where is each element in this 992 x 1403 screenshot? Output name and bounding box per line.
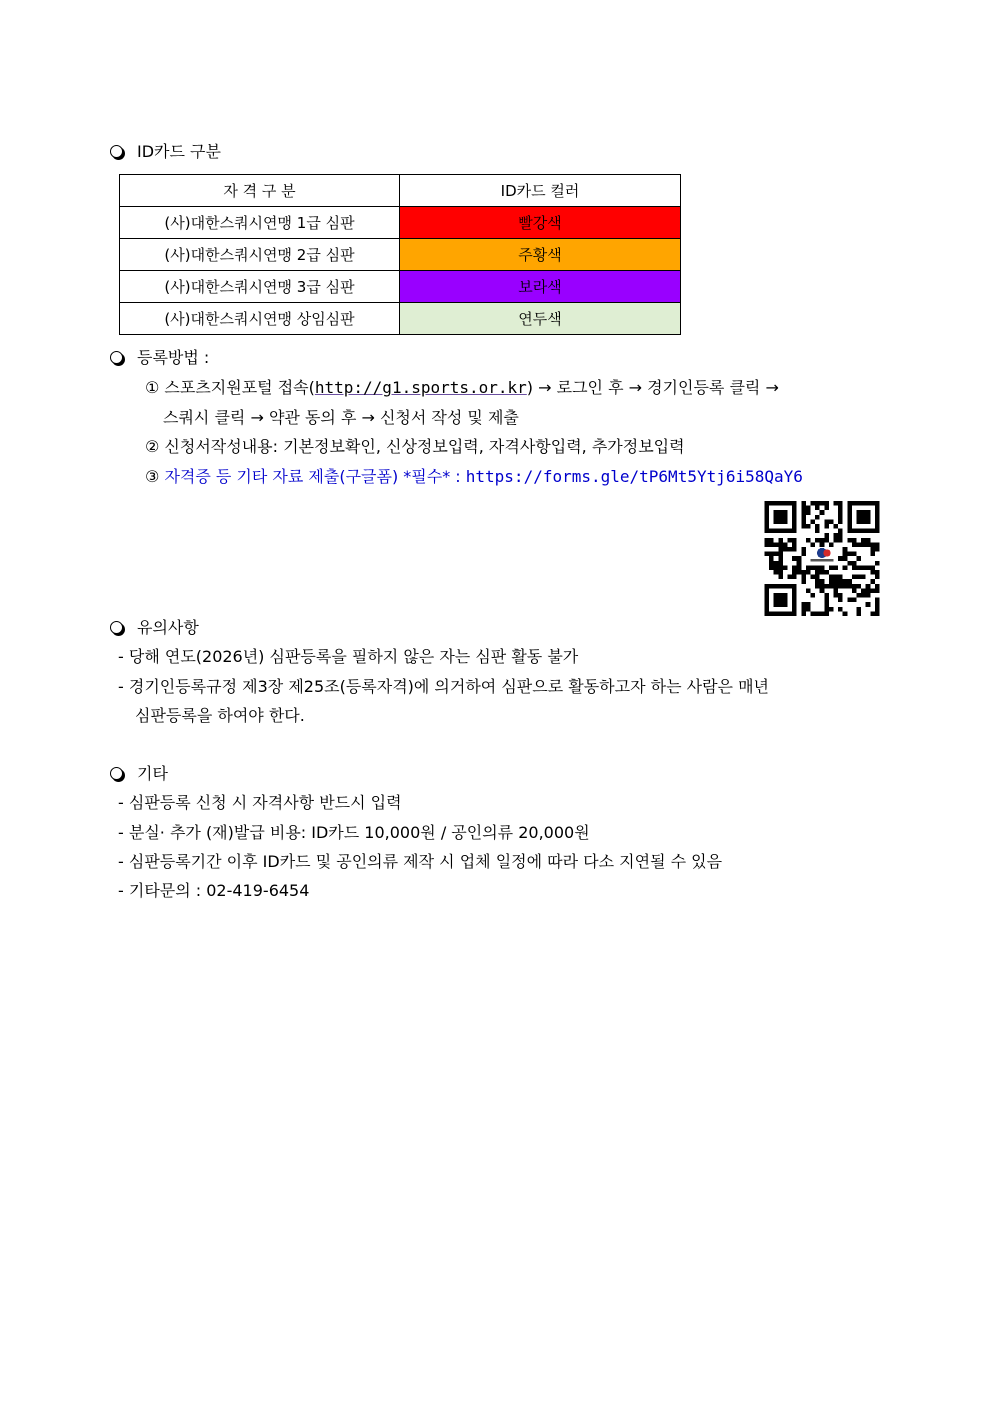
etc-item-1: - 심판등록 신청 시 자격사항 반드시 입력 [118,793,402,812]
qualification-cell: (사)대한스쿼시연맹 2급 심판 [120,239,400,271]
step-1-suffix: ) → 로그인 후 → 경기인등록 클릭 → [526,378,779,397]
step-3 [145,466,803,488]
circle-bullet-icon [110,351,123,364]
step-1-prefix: ① 스포츠지원포털 접속( [145,378,315,397]
section-register-title: 등록방법 : [137,348,210,367]
section-caution-title: 유의사항 [137,618,199,637]
circle-bullet-icon [110,621,123,634]
section-caution-heading [110,618,199,638]
etc-item-2: - 분실· 추가 (재)발급 비용: ID카드 10,000원 / 공인의류 20,000원 [118,823,590,842]
etc-item-4: - 기타문의 : 02-419-6454 [118,881,310,900]
step-3-text: 자격증 등 기타 자료 제출(구글폼) *필수* : [164,467,461,486]
qr-code-icon[interactable] [764,501,880,616]
idcard-color-table [119,174,681,335]
section-register-heading [110,348,209,368]
table-row [120,303,681,335]
section-idcard-title: ID카드 구분 [137,142,221,161]
qualification-cell: (사)대한스쿼시연맹 1급 심판 [120,207,400,239]
section-etc-title: 기타 [137,764,168,783]
section-idcard-heading [110,142,221,162]
google-form-link[interactable]: https://forms.gle/tP6Mt5Ytj6i58QaY6 [465,467,803,486]
color-cell: 보라색 [400,271,681,303]
section-etc-heading [110,764,168,784]
sports-portal-link[interactable]: http://g1.sports.or.kr [314,378,527,397]
caution-item-2: - 경기인등록규정 제3장 제25조(등록자격)에 의거하여 심판으로 활동하고자 하는 사람은 매년 [118,677,769,696]
table-row [120,239,681,271]
caution-item-2-continued: 심판등록을 하여야 한다. [135,706,305,725]
circle-bullet-icon [110,767,123,780]
circle-bullet-icon [110,145,123,158]
step-3-number: ③ [145,467,160,486]
table-header-color: ID카드 컬러 [400,175,681,207]
qualification-cell: (사)대한스쿼시연맹 3급 심판 [120,271,400,303]
step-2: ② 신청서작성내용: 기본정보확인, 신상정보입력, 자격사항입력, 추가정보입력 [145,437,685,456]
qualification-cell: (사)대한스쿼시연맹 상임심판 [120,303,400,335]
table-row [120,271,681,303]
step-1-continued: 스쿼시 클릭 → 약관 동의 후 → 신청서 작성 및 제출 [163,408,519,427]
table-header-qualification: 자 격 구 분 [120,175,400,207]
step-1 [145,377,779,399]
table-row [120,207,681,239]
etc-item-3: - 심판등록기간 이후 ID카드 및 공인의류 제작 시 업체 일정에 따라 다소 지연될 수 있음 [118,852,723,871]
color-cell: 연두색 [400,303,681,335]
color-cell: 주황색 [400,239,681,271]
caution-item-1: - 당해 연도(2026년) 심판등록을 필하지 않은 자는 심판 활동 불가 [118,647,579,666]
color-cell: 빨강색 [400,207,681,239]
table-header-row [120,175,681,207]
